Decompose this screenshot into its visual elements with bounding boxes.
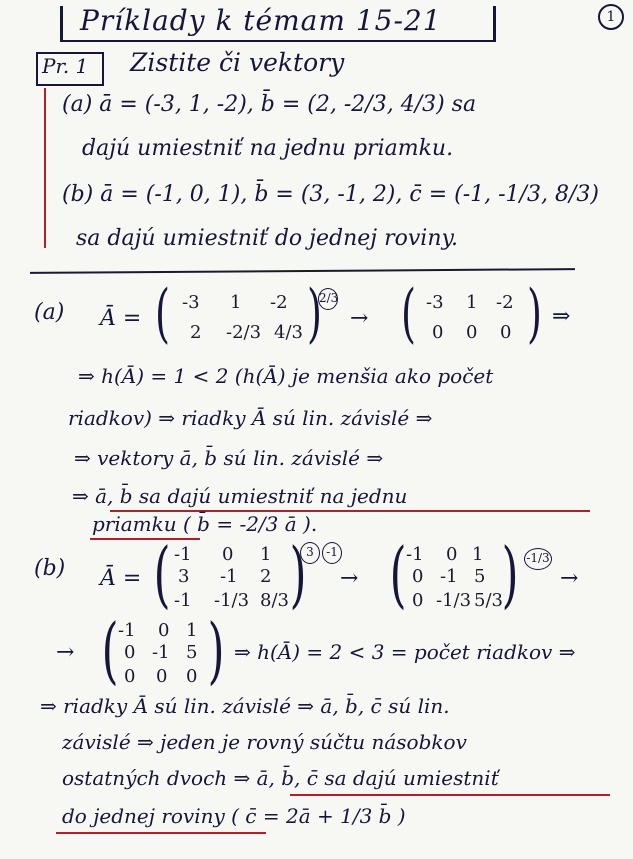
matrix-cell: -1 [118,620,136,641]
implies-arrow: ⇒ [552,304,571,329]
matrix-cell: 0 [124,642,136,663]
matrix-cell: 0 [500,322,512,343]
matrix-cell: 1 [472,544,484,565]
matrix-cell: -3 [182,292,200,313]
matrix-cell: 0 [446,544,458,565]
matrix-cell: 0 [432,322,444,343]
matrix-cell: 0 [158,620,170,641]
matrix-cell: 0 [412,566,424,587]
problem-b-line1: (b) ā = (-1, 0, 1), b̄ = (3, -1, 2), c̄ = (-1, -1/3, 8/3) [62,182,599,207]
matrix-cell: -1 [174,544,192,565]
section-divider [30,268,575,274]
solution-a-line2: riadkov) ⇒ riadky Ā sú lin. závislé ⇒ [68,406,433,430]
problem-margin-rule [44,88,46,248]
matrix-cell: -1 [152,642,170,663]
solution-a-line5: priamku ( b̄ = -2/3 ā ). [92,512,318,536]
matrix-cell: 0 [222,544,234,565]
row-operation-multiplier: 3 [300,542,320,564]
matrix-cell: 1 [186,620,198,641]
solution-a-line4: ⇒ ā, b̄ sa dajú umiestniť na jednu [72,484,408,508]
solution-a-line1: ⇒ h(Ā) = 1 < 2 (h(Ā) je menšia ako počet [78,364,494,388]
matrix-cell: 5 [186,642,198,663]
problem-label: Pr. 1 [42,54,89,78]
matrix-cell: 0 [124,666,136,687]
reduction-arrow: → [56,640,75,665]
matrix-cell: 0 [186,666,198,687]
solution-a-matrix-name: Ā = [100,306,142,331]
solution-b-matrix3: ( -1 0 1 0 -1 5 0 0 0 ) [101,608,225,692]
matrix-cell: -1/3 [214,590,250,611]
matrix-cell: 1 [230,292,242,313]
page-title: Príklady k témam 15-21 [80,4,442,37]
matrix-cell: 1 [466,292,478,313]
matrix-cell: -2 [270,292,288,313]
underline [290,794,610,796]
underline [56,832,266,834]
solution-a-line3: ⇒ vektory ā, b̄ sú lin. závislé ⇒ [74,446,384,470]
solution-b-matrix-name: Ā = [100,566,142,591]
matrix-cell: -2 [496,292,514,313]
matrix-cell: 5/3 [474,590,503,611]
reduction-arrow: → [350,306,369,331]
matrix-cell: -3 [426,292,444,313]
row-operation-multiplier: 2/3 [318,288,338,310]
row-operation-multiplier: -1/3 [524,548,552,570]
matrix-cell: 8/3 [260,590,289,611]
solution-b-line4: ostatných dvoch ⇒ ā, b̄, c̄ sa dajú umiestniť [62,766,499,790]
problem-intro: Zistite či vektory [130,48,345,77]
solution-b-matrix1: ( -1 0 1 3 -1 2 -1 -1/3 8/3 ) [153,532,307,616]
solution-b-line1: ⇒ h(Ā) = 2 < 3 = počet riadkov ⇒ [234,640,576,664]
solution-b-line2: ⇒ riadky Ā sú lin. závislé ⇒ ā, b̄, c̄ sú lin. [40,694,450,718]
page-number: 1 [598,4,624,30]
problem-b-line2: sa dajú umiestniť do jednej roviny. [76,226,458,251]
row-operation-multiplier: -1 [322,542,342,564]
matrix-cell: -1 [220,566,238,587]
solution-a-label: (a) [34,300,65,325]
matrix-cell: 0 [412,590,424,611]
reduction-arrow: → [560,566,579,591]
solution-a-matrix2: ( -3 1 -2 0 0 0 ) [400,277,542,351]
matrix-cell: 0 [466,322,478,343]
problem-a-line2: dajú umiestniť na jednu priamku. [82,136,454,161]
problem-a-line1: (a) ā = (-3, 1, -2), b̄ = (2, -2/3, 4/3) sa [62,92,477,117]
matrix-cell: 2 [190,322,202,343]
matrix-cell: -2/3 [226,322,262,343]
matrix-cell: 2 [260,566,272,587]
matrix-cell: 4/3 [274,322,303,343]
solution-b-matrix2: ( -1 0 1 0 -1 5 0 -1/3 5/3 ) [389,532,519,616]
matrix-cell: -1 [440,566,458,587]
matrix-cell: 5 [474,566,486,587]
matrix-cell: -1 [406,544,424,565]
matrix-cell: 0 [156,666,168,687]
solution-a-matrix1: ( -3 1 -2 2 -2/3 4/3 ) [154,277,322,351]
matrix-cell: -1 [174,590,192,611]
matrix-cell: 1 [260,544,272,565]
matrix-cell: 3 [178,566,190,587]
reduction-arrow: → [340,566,359,591]
solution-b-line5: do jednej roviny ( c̄ = 2ā + 1/3 b̄ ) [62,804,406,828]
solution-b-label: (b) [34,556,66,581]
solution-b-line3: závislé ⇒ jeden je rovný súčtu násobkov [62,730,467,754]
matrix-cell: -1/3 [436,590,472,611]
